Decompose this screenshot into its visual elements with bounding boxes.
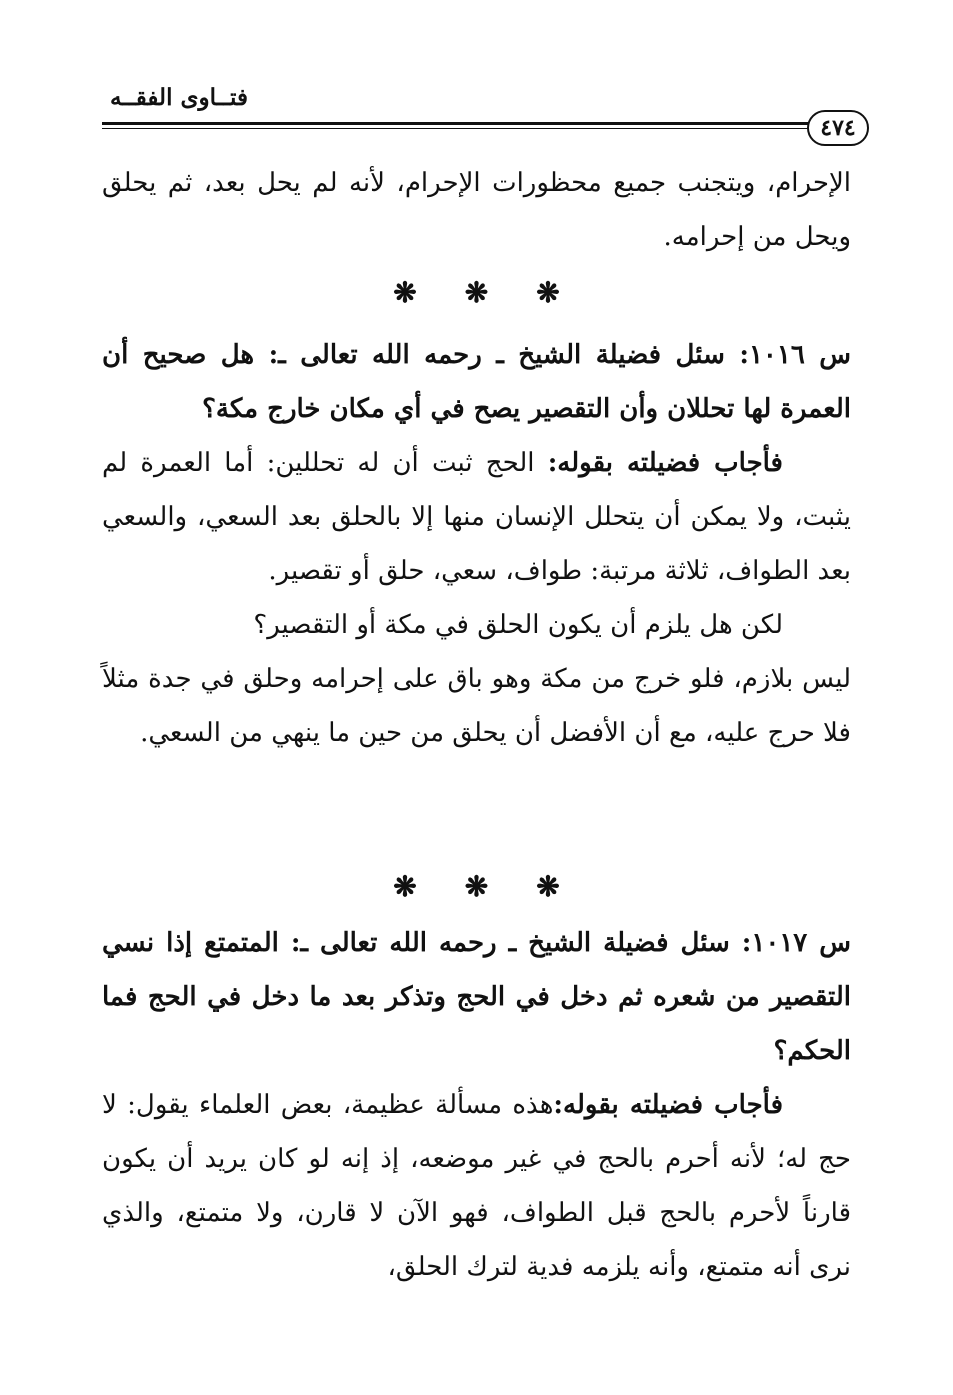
answer-1017-lead: فأجاب فضيلته بقوله: bbox=[553, 1090, 783, 1120]
running-header-title: فتــاوى الفقــه bbox=[109, 84, 248, 111]
section-separator-2 bbox=[0, 870, 953, 903]
question-1017-text: س ١٠١٧: سئل فضيلة الشيخ ـ رحمه الله تعالى ـ: المتمتع إذا نسي التقصير من شعره ثم دخل في الحج وتذكر بعد ما دخل في الحج فما الحكم؟ bbox=[102, 928, 851, 1066]
followup-question-1016: لكن هل يلزم أن يكون الحلق في مكة أو التقصير؟ bbox=[253, 610, 783, 640]
header-rule-thin-line bbox=[102, 128, 841, 129]
section-separator-1 bbox=[0, 276, 953, 309]
question-1016-text: س ١٠١٦: سئل فضيلة الشيخ ـ رحمه الله تعالى ـ: هل صحيح أن العمرة لها تحللان وأن التقصير يصح في أي مكان خارج مكة؟ bbox=[102, 340, 851, 424]
header-rule-thick-line bbox=[102, 122, 841, 125]
page-number-badge: ٤٧٤ bbox=[807, 110, 869, 146]
star-ornament-icon: ❋ bbox=[393, 276, 417, 309]
answer-1016-text: الحج ثبت أن له تحللين: أما العمرة لم يثبت، ولا يمكن أن يتحلل الإنسان منها إلا بالحلق بعد السعي، والسعي بعد الطواف، ثلاثة مرتبة: طواف، سعي، حلق أو تقصير. bbox=[102, 448, 851, 586]
star-ornament-icon: ❋ bbox=[464, 276, 489, 309]
header-rule bbox=[102, 122, 841, 131]
fatwa-1016 bbox=[102, 328, 851, 760]
answer-1017-paragraph bbox=[102, 1078, 851, 1294]
fatwa-1017 bbox=[102, 916, 851, 1294]
star-ornament-icon: ❋ bbox=[393, 870, 417, 903]
followup-answer-1016: ليس بلازم، فلو خرج من مكة وهو باق على إحرامه وحلق في جدة مثلاً فلا حرج عليه، مع أن الأفضل أن يحلق من حين ما ينهي من السعي. bbox=[102, 664, 851, 748]
answer-1017-text: هذه مسألة عظيمة، بعض العلماء يقول: لا حج له؛ لأنه أحرم بالحج في غير موضعه، إذ إنه لو كان يريد أن يكون قارناً لأحرم بالحج قبل الطواف، فهو الآن لا قارن، ولا متمتع، والذي نرى أنه متمتع، وأنه يلزمه فدية لترك الحلق، bbox=[102, 1090, 852, 1282]
answer-1016-paragraph bbox=[102, 436, 851, 598]
star-ornament-icon: ❋ bbox=[536, 276, 560, 309]
star-ornament-icon: ❋ bbox=[536, 870, 560, 903]
continuation-paragraph bbox=[102, 156, 851, 264]
continuation-text: الإحرام، ويتجنب جميع محظورات الإحرام، لأنه لم يحل بعد، ثم يحلق ويحل من إحرامه. bbox=[102, 168, 851, 252]
star-ornament-icon: ❋ bbox=[464, 870, 489, 903]
answer-1016-lead: فأجاب فضيلته بقوله: bbox=[547, 448, 783, 478]
